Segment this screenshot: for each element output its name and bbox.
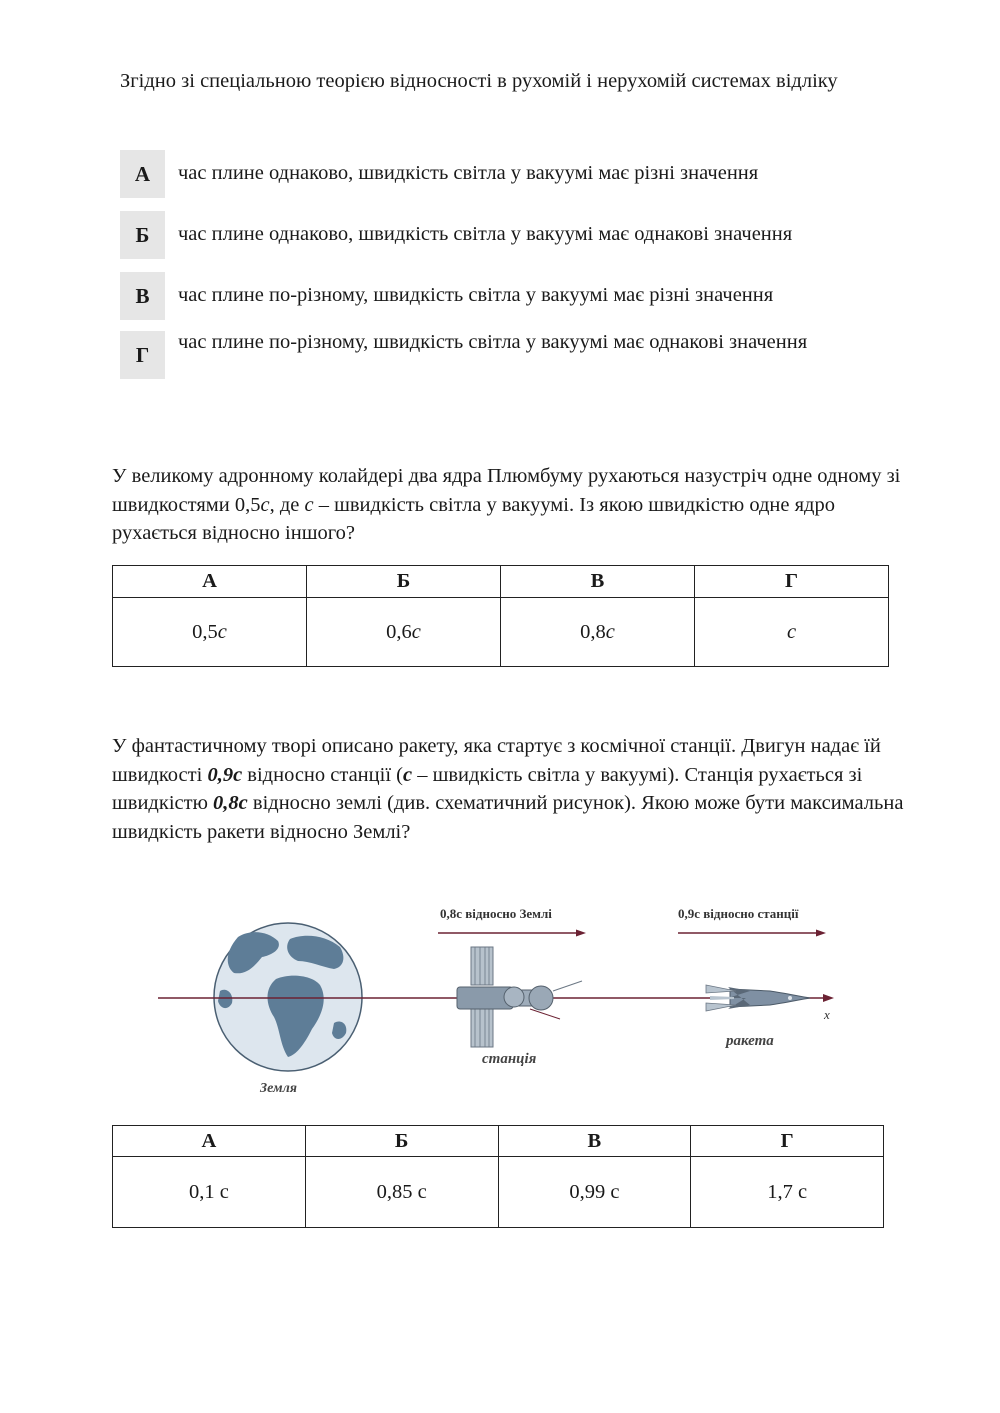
q1-option-a[interactable] (120, 150, 920, 198)
option-letter-a: А (120, 150, 165, 198)
answer-cell-b[interactable] (307, 598, 501, 667)
rocket-label: ракета (726, 1033, 774, 1049)
q3-station-speed: 0,8c (213, 792, 248, 814)
station-label: станція (482, 1051, 537, 1067)
q2-var-c: c (260, 493, 270, 516)
rocket-icon (706, 985, 810, 1011)
q3-text-part-4: відносно землі (див. схематичний рисунок). Якою може бути максимальна швидкість ракети відносно Землі? (112, 792, 904, 843)
q3-text-part-2: відносно станції ( (242, 763, 403, 786)
answer-unit: c (411, 620, 421, 643)
q1-option-b[interactable] (120, 211, 920, 259)
option-text-a: час плине однаково, швидкість світла у вакуумі має різні значення (178, 162, 759, 184)
answer-cell-a[interactable] (113, 598, 307, 667)
answer-cell-a[interactable]: 0,1 с (113, 1157, 306, 1228)
station-speed-label: 0,8с відносно Землі (440, 906, 552, 921)
q3-text-part-3: – швидкість світла у вакуумі). Станція рухається зі швидкістю (112, 763, 863, 814)
earth-station-rocket-diagram (150, 895, 850, 1105)
question-2-answer-table (112, 565, 889, 667)
answer-header-b: Б (305, 1126, 498, 1157)
answer-header-d: Г (695, 566, 889, 598)
option-text-c: час плине по-різному, швидкість світла у вакуумі має різні значення (178, 284, 774, 306)
earth-globe-icon (214, 923, 362, 1071)
answer-header-c: В (498, 1126, 691, 1157)
q1-option-c[interactable] (120, 272, 920, 320)
option-letter-b: Б (120, 211, 165, 259)
q3-rocket-speed: 0,9c (207, 763, 243, 786)
question-3-answer-table (112, 1125, 884, 1228)
answer-cell-d[interactable]: 1,7 с (691, 1157, 884, 1228)
q3-text-part-1: У фантастичному творі описано ракету, яка стартує з космічної станції. Двигун надає їй швидкості (112, 735, 881, 786)
q2-text-part-1: У великому адронному колайдері два ядра Плюмбуму рухаються назустріч одне одному зі швидкостями 0,5 (112, 465, 901, 516)
q1-option-d[interactable] (120, 331, 920, 379)
answer-unit: c (217, 620, 227, 643)
answer-header-c: В (501, 566, 695, 598)
answer-unit: c (605, 620, 615, 643)
answer-unit: c (786, 620, 797, 643)
answer-header-a: А (113, 566, 307, 598)
answer-cell-c[interactable] (501, 598, 695, 667)
answer-number: 0,5 (192, 620, 218, 643)
rocket-speed-label: 0,9с відносно станції (678, 906, 799, 921)
answer-cell-c[interactable]: 0,99 с (498, 1157, 691, 1228)
answer-number: 0,8 (580, 620, 606, 643)
q2-text-part-3: – швидкість світла у вакуумі. Із якою швидкістю одне ядро рухається відносно іншого? (112, 493, 835, 544)
option-text-b: час плине однаково, швидкість світла у вакуумі має однакові значення (178, 223, 793, 245)
question-3-text (112, 732, 912, 846)
option-letter-d: Г (120, 331, 165, 379)
question-1-text: Згідно зі спеціальною теорією відносності в рухомій і нерухомій системах відліку (120, 70, 838, 92)
answer-header-b: Б (307, 566, 501, 598)
answer-header-a: А (113, 1126, 306, 1157)
rocket-speed-arrow (678, 930, 826, 937)
answer-cell-b[interactable]: 0,85 с (305, 1157, 498, 1228)
answer-cell-d[interactable] (695, 598, 889, 667)
option-text-d: час плине по-різному, швидкість світла у вакуумі має однакові значення (178, 331, 808, 353)
answer-value-row (113, 1157, 884, 1228)
answer-header-row (113, 1126, 884, 1157)
question-2-text (112, 462, 912, 548)
x-axis-label: x (824, 1007, 830, 1022)
earth-label: Земля (260, 1081, 297, 1096)
answer-header-row (113, 566, 889, 598)
space-station-icon (457, 947, 582, 1047)
answer-number: 0,6 (386, 620, 412, 643)
answer-header-d: Г (691, 1126, 884, 1157)
station-speed-arrow (438, 930, 586, 937)
answer-value-row (113, 598, 889, 667)
q2-text-part-2: , де (269, 493, 305, 516)
q2-var-c: c (304, 493, 314, 516)
q3-var-c: c (402, 763, 413, 786)
option-letter-c: В (120, 272, 165, 320)
